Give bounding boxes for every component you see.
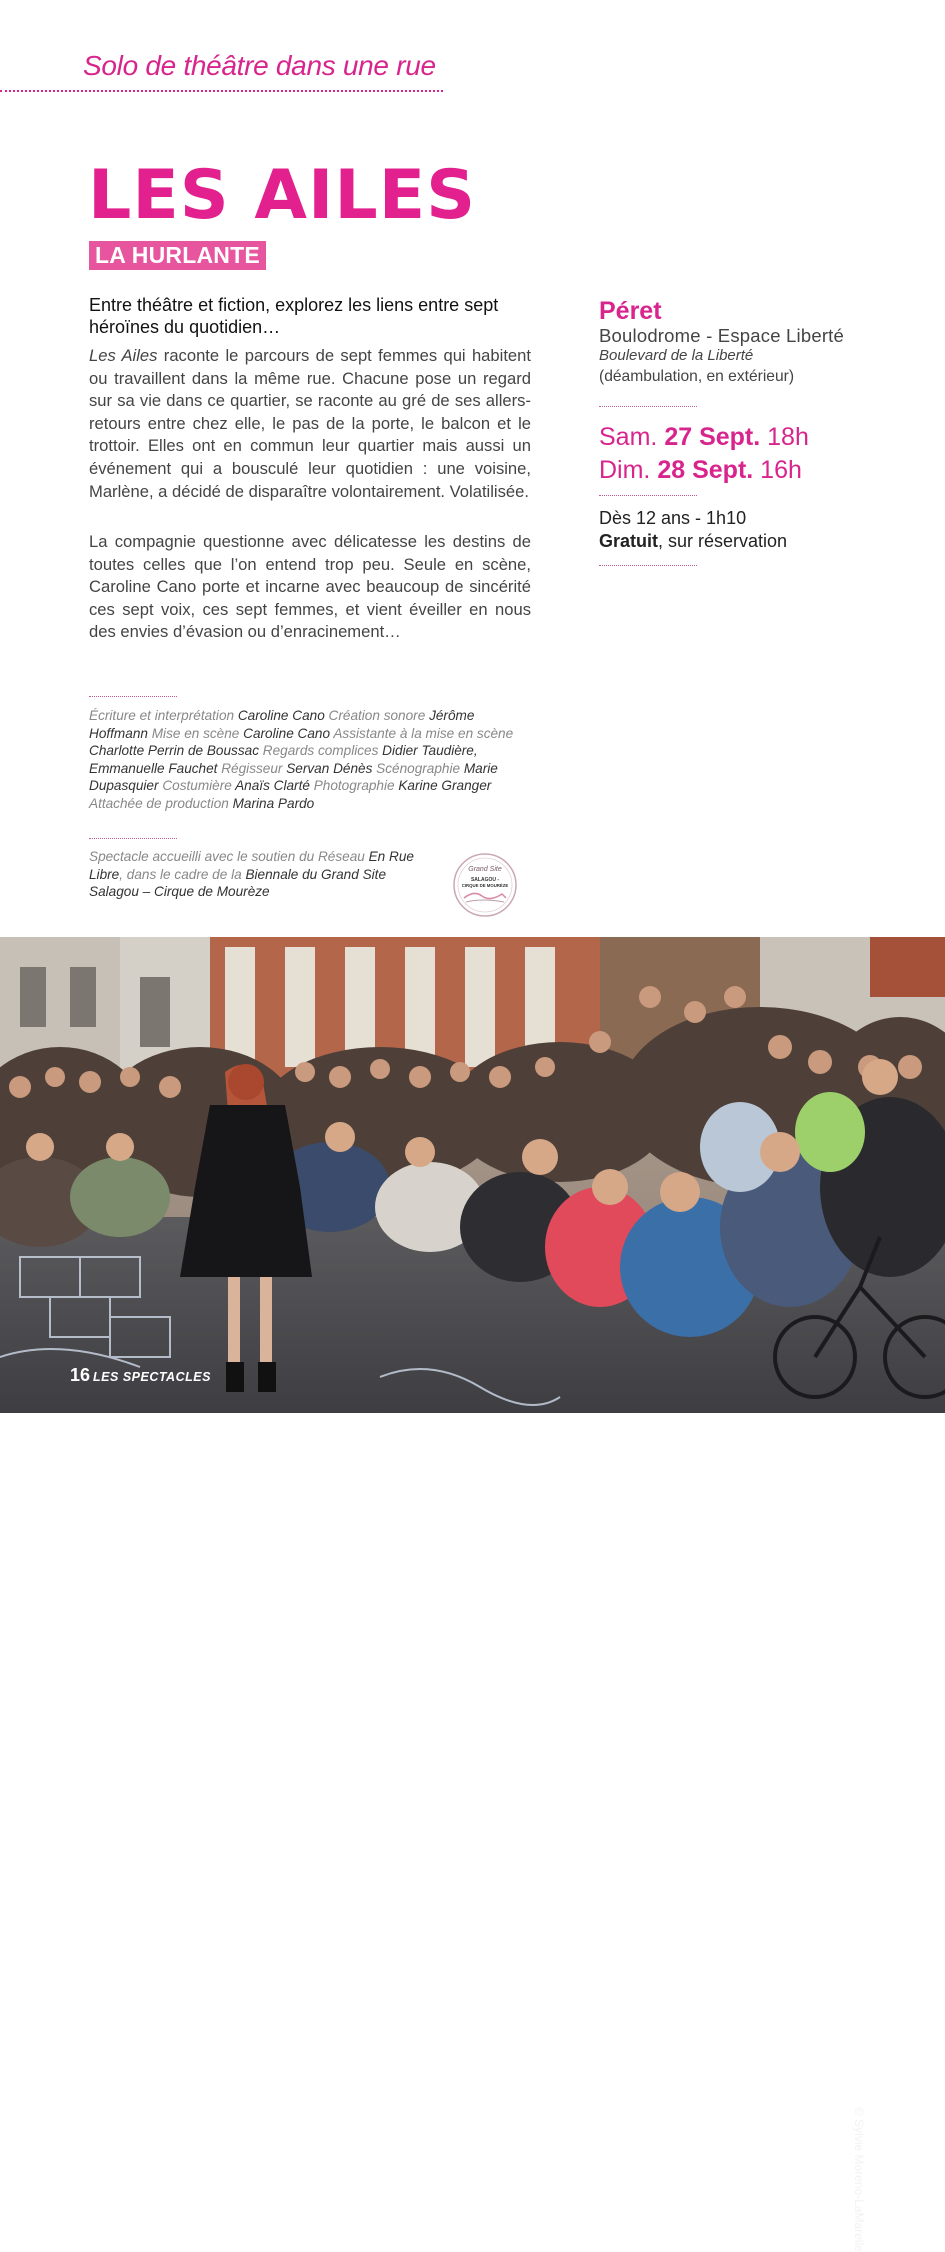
grand-site-seal-logo [452,852,518,918]
support-event: Biennale du Grand Site Salagou – Cirque de Mourèze [89,866,387,900]
venue-street: Boulevard de la Liberté [599,347,754,364]
credit-role: Écriture et interprétation [89,708,235,723]
date-time: 16h [760,456,802,484]
credit-name: Anaïs Clarté [235,778,310,794]
credit-role: Attachée de production [89,795,229,811]
credit-name: Caroline Cano [243,725,331,741]
credit-name: Jérôme Hoffmann [89,708,475,741]
support-network: En Rue Libre [89,849,414,882]
seal-line-2: SALAGOU - [470,877,500,883]
credit-role: Mise en scène [151,725,240,741]
credit-role: Scénographie [376,760,461,776]
support-divider [89,838,177,839]
credit-role: Regards complices [262,743,379,759]
description-paragraph-1-text: raconte le parcours de sept femmes qui habitent ou travaillent dans la même rue. Chacune pose un regard sur sa vie dans ce quartier, se raconte au gré de ses allers-retours entre chez elle, le pas de la porte, le balcon et le trottoir. Elles ont en commun leur quartier mais aussi un événement qui a bousculé leur quotidien : une voisine, Marlène, a décidé de disparaître volontairement. Volatilisée. [89,346,532,501]
date-saturday [599,422,809,452]
credit-role: Costumière [162,778,232,794]
description-paragraph-1 [89,345,531,503]
venue-place: Boulodrome - Espace Liberté [599,325,845,346]
credit-role: Régisseur [221,760,283,776]
credit-name: Caroline Cano [237,708,325,723]
show-title-inline: Les Ailes [89,346,158,365]
credits-divider [89,696,177,697]
venue-note: (déambulation, en extérieur) [599,368,795,385]
date-sunday [599,455,802,485]
age-duration: Dès 12 ans - 1h10 [599,508,747,528]
genre-heading: Solo de théâtre dans une rue [83,50,436,81]
photo-copyright: © Sylvie Moreno-LaMarelle [852,2107,866,2252]
seal-line-1: Grand Site [468,866,502,873]
credit-name: Marie Dupasquier [89,760,498,794]
info-divider [599,565,697,566]
booking-note: , sur réservation [658,531,788,551]
page-number: 16 [70,1365,91,1385]
credits-block [89,707,519,813]
credit-role: Création sonore [328,708,426,723]
credit-name: Marina Pardo [232,795,315,811]
show-title: LES AILES [88,156,477,235]
price-info [599,530,787,553]
venue-divider [599,406,697,407]
company-badge: LA HURLANTE [89,241,266,270]
description-paragraph-2: La compagnie questionne avec délicatesse les destins de toutes celles que l’on entend trop peu. Seule en scène, Caroline Cano porte et incarne avec beaucoup de sincérité ces sept voix, ces sept femmes, et vient éveiller en nous des envies d’évasion ou d’enracinement… [89,532,531,642]
price: Gratuit [599,531,659,551]
credit-name: Charlotte Perrin de Boussac [89,743,260,759]
genre-divider [0,90,443,92]
seal-line-3: CIRQUE DE MOURÈZE [461,883,509,888]
credit-name: Karine Granger [398,778,492,794]
date-day: Dim. [599,456,651,484]
credit-role: Photographie [313,778,395,794]
credit-name: Servan Dénès [286,760,373,776]
support-block [89,848,439,901]
lead-text: Entre théâtre et fiction, explorez les liens entre sept héroïnes du quotidien… [89,295,499,337]
page-footer [70,1364,211,1388]
date-date: 28 Sept. [657,456,754,484]
date-day: Sam. [599,423,658,451]
support-text: , dans le cadre de la [119,866,246,882]
section-name: LES SPECTACLES [93,1370,211,1384]
date-date: 27 Sept. [664,423,761,451]
date-time: 18h [767,423,809,451]
credit-role: Assistante à la mise en scène [333,725,514,741]
dates-divider [599,495,697,496]
credit-name: Didier Taudière, Emmanuelle Fauchet [89,743,478,776]
support-text: Spectacle accueilli avec le soutien du Réseau [89,849,365,864]
photo-illustration [0,937,945,1413]
performance-photo [0,937,945,2252]
venue-town: Péret [599,297,662,325]
